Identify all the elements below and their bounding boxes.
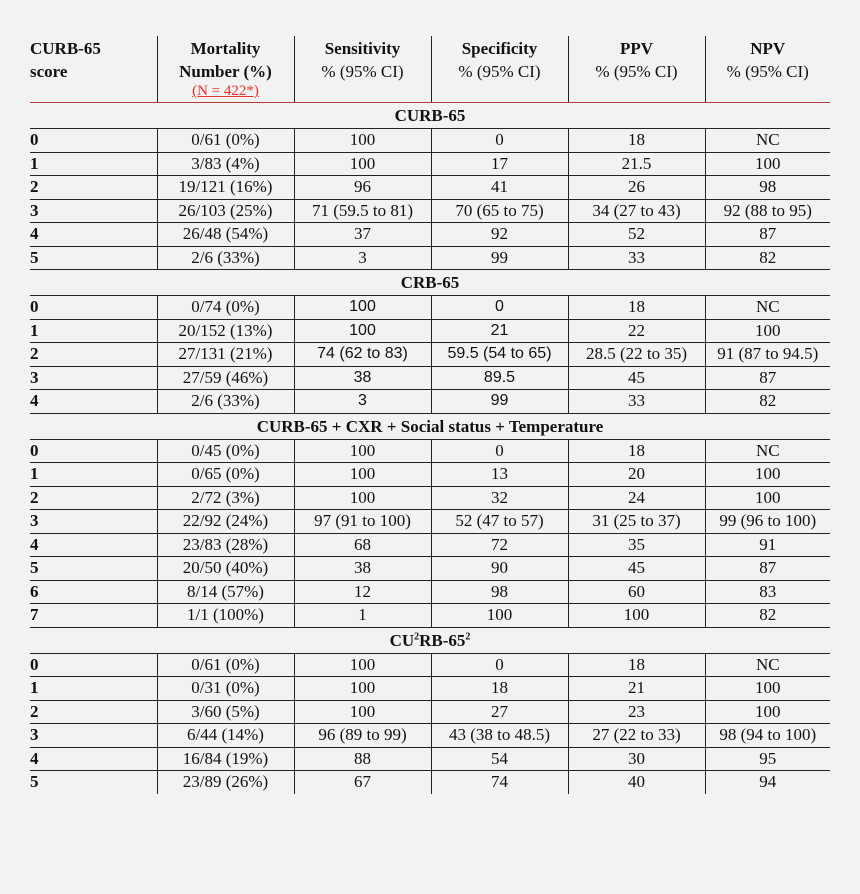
section-header-row [30,270,830,296]
table-cell: 100 [294,439,431,463]
table-cell: 98 [705,176,830,200]
score-cell: 6 [30,580,157,604]
table-cell: 28.5 (22 to 35) [568,343,705,367]
table-cell: 100 [705,677,830,701]
score-cell: 0 [30,439,157,463]
table-cell: 22/92 (24%) [157,510,294,534]
header-mortality [157,36,294,103]
table-cell: 52 (47 to 57) [431,510,568,534]
score-cell: 4 [30,533,157,557]
table-cell: 27 [431,700,568,724]
table-cell: 16/84 (19%) [157,747,294,771]
table-cell: 0 [431,653,568,677]
table-cell: 26/103 (25%) [157,199,294,223]
table-cell: 20/152 (13%) [157,319,294,343]
table-cell: 100 [294,677,431,701]
table-cell: 0/74 (0%) [157,296,294,320]
score-cell: 3 [30,199,157,223]
table-cell: 2/6 (33%) [157,246,294,270]
section-title: CRB-65 [30,270,830,296]
table-cell: 0 [431,129,568,153]
section-title-part: 2 [465,630,471,642]
table-cell: 68 [294,533,431,557]
table-cell: 23/89 (26%) [157,771,294,794]
score-cell: 4 [30,747,157,771]
table-cell: 3 [294,390,431,414]
header-score-title: CURB-65 [30,39,101,58]
score-cell: 0 [30,296,157,320]
table-cell: 21.5 [568,152,705,176]
table-cell: 100 [705,700,830,724]
table-cell: 100 [431,604,568,628]
header-npv-title: NPV [750,39,786,58]
section-header-row [30,413,830,439]
score-cell: 0 [30,129,157,153]
score-cell: 2 [30,176,157,200]
score-cell: 5 [30,557,157,581]
table-cell: 100 [294,653,431,677]
table-cell: 6/44 (14%) [157,724,294,748]
table-cell: 20/50 (40%) [157,557,294,581]
score-cell: 1 [30,677,157,701]
score-cell: 1 [30,319,157,343]
table-cell: 67 [294,771,431,794]
score-cell: 4 [30,390,157,414]
section-header-row [30,627,830,653]
table-row [30,557,830,581]
header-mortality-subtitle: Number (%) [179,62,272,81]
table-row [30,653,830,677]
table-cell: 3/83 (4%) [157,152,294,176]
table-cell: 18 [431,677,568,701]
score-cell: 5 [30,246,157,270]
score-cell: 5 [30,772,39,792]
table-cell: 37 [294,223,431,247]
header-ppv-title: PPV [619,39,654,58]
table-cell: 8/14 (57%) [157,580,294,604]
section-title [30,627,830,653]
table-row [30,176,830,200]
table-row [30,724,830,748]
table-cell: 40 [568,771,705,794]
table-cell: 99 [431,390,568,414]
table-cell: 0/65 (0%) [157,463,294,487]
table-row [30,747,830,771]
table-cell: 0/61 (0%) [157,129,294,153]
header-sensitivity [294,36,431,103]
table-row [30,510,830,534]
table-cell: 100 [294,129,431,153]
table-cell: 100 [294,319,431,343]
table-cell: 17 [431,152,568,176]
table-cell: NC [705,129,830,153]
table-cell: 95 [705,747,830,771]
table-cell: 18 [568,296,705,320]
header-row [30,36,830,103]
table-cell: 27/131 (21%) [157,343,294,367]
table-cell: 24 [568,486,705,510]
table-row [30,439,830,463]
table-cell: 74 (62 to 83) [294,343,431,367]
table-cell: 45 [568,557,705,581]
table-cell: 82 [705,604,830,628]
table-cell: 99 (96 to 100) [705,510,830,534]
header-mortality-n: (N = 422*) [192,83,259,99]
table-row [30,366,830,390]
table-cell: 26/48 (54%) [157,223,294,247]
table-row [30,296,830,320]
table-row [30,463,830,487]
table-row [30,343,830,367]
table-cell: 96 [294,176,431,200]
table-row [30,129,830,153]
table-cell: 99 [431,246,568,270]
table-cell: 97 (91 to 100) [294,510,431,534]
table-cell: 33 [568,246,705,270]
table-cell: 33 [568,390,705,414]
table-cell: 91 [705,533,830,557]
table-row [30,604,830,628]
section-title-part: RB-65 [419,630,466,650]
section-title-part: 2 [414,630,420,642]
score-cell: 2 [30,700,157,724]
table-cell: 27 (22 to 33) [568,724,705,748]
table-row [30,771,830,794]
table-cell: 54 [431,747,568,771]
score-cell: 2 [30,486,157,510]
score-cell: 3 [30,510,157,534]
table-cell: 90 [431,557,568,581]
table-cell: 30 [568,747,705,771]
table-body [30,103,830,794]
table-cell: 43 (38 to 48.5) [431,724,568,748]
score-cell: 7 [30,604,157,628]
table-row [30,223,830,247]
table-cell: 60 [568,580,705,604]
table-cell: 2/72 (3%) [157,486,294,510]
table-cell: 19/121 (16%) [157,176,294,200]
table-cell: 13 [431,463,568,487]
table-row [30,486,830,510]
table-cell: 100 [705,486,830,510]
table-cell: NC [705,653,830,677]
section-title: CURB-65 + CXR + Social status + Temperature [30,413,830,439]
table-cell: 1 [294,604,431,628]
score-cell: 2 [30,343,157,367]
table-row [30,199,830,223]
table-cell: 21 [431,319,568,343]
table-cell: 18 [568,653,705,677]
table-cell: 2/6 (33%) [157,390,294,414]
table-cell: 83 [705,580,830,604]
score-cell: 3 [30,366,157,390]
table-cell: NC [705,296,830,320]
header-specificity-title: Specificity [461,39,538,58]
table-row [30,677,830,701]
table-cell: 32 [431,486,568,510]
table-cell: 23/83 (28%) [157,533,294,557]
score-cell: 1 [30,152,157,176]
section-title: CURB-65 [30,103,830,129]
table-cell: 92 [431,223,568,247]
table-cell: 0/61 (0%) [157,653,294,677]
table-cell: 100 [294,152,431,176]
table-row [30,580,830,604]
header-npv-unit: % (95% CI) [726,62,809,81]
table-cell: 0/45 (0%) [157,439,294,463]
table-cell: 100 [294,296,431,320]
score-cell: 0 [30,653,157,677]
table-cell: 100 [705,463,830,487]
table-cell: 23 [568,700,705,724]
header-specificity [431,36,568,103]
table-cell: 72 [431,533,568,557]
table-cell: 38 [294,366,431,390]
table-cell: 38 [294,557,431,581]
table-cell: 41 [431,176,568,200]
table-cell: 70 (65 to 75) [431,199,568,223]
table-row [30,152,830,176]
table-cell: 0 [431,439,568,463]
table-cell: 82 [705,246,830,270]
table-cell: 52 [568,223,705,247]
table-cell: 35 [568,533,705,557]
table-cell: 0 [431,296,568,320]
table-cell: 59.5 (54 to 65) [431,343,568,367]
table-cell: 18 [568,129,705,153]
table-cell: 94 [705,771,830,794]
table-cell: 91 (87 to 94.5) [705,343,830,367]
header-ppv-unit: % (95% CI) [595,62,678,81]
table-cell: 88 [294,747,431,771]
header-score-subtitle: score [30,62,68,81]
table-cell: NC [705,439,830,463]
table-cell: 100 [568,604,705,628]
table-cell: 45 [568,366,705,390]
table-cell: 27/59 (46%) [157,366,294,390]
table-cell: 98 (94 to 100) [705,724,830,748]
table-cell: 100 [705,152,830,176]
table-cell: 87 [705,223,830,247]
table-cell: 20 [568,463,705,487]
table-cell: 22 [568,319,705,343]
table-row [30,533,830,557]
header-mortality-title: Mortality [190,39,261,58]
header-ppv [568,36,705,103]
table-cell: 3 [294,246,431,270]
table-cell: 98 [431,580,568,604]
table-cell: 100 [294,700,431,724]
table-cell: 96 (89 to 99) [294,724,431,748]
table-row [30,246,830,270]
table-cell: 74 [431,771,568,794]
score-cell: 1 [30,463,157,487]
table-cell: 26 [568,176,705,200]
table-cell: 3/60 (5%) [157,700,294,724]
header-sensitivity-title: Sensitivity [324,39,401,58]
header-specificity-unit: % (95% CI) [458,62,541,81]
table-row [30,390,830,414]
table-cell: 31 (25 to 37) [568,510,705,534]
table-row [30,700,830,724]
table-cell: 18 [568,439,705,463]
table-cell: 71 (59.5 to 81) [294,199,431,223]
table-cell: 82 [705,390,830,414]
header-npv [705,36,830,103]
header-score [30,36,157,103]
table-cell: 34 (27 to 43) [568,199,705,223]
table-cell: 100 [705,319,830,343]
score-cell: 3 [30,724,157,748]
table-cell: 87 [705,557,830,581]
header-sensitivity-unit: % (95% CI) [321,62,404,81]
table-cell: 100 [294,486,431,510]
table-row [30,319,830,343]
table-cell: 21 [568,677,705,701]
table-cell: 87 [705,366,830,390]
table-cell: 0/31 (0%) [157,677,294,701]
section-title-part: CU [389,630,415,650]
curb65-table [30,36,830,794]
score-cell: 4 [30,223,157,247]
table-cell: 89.5 [431,366,568,390]
table-cell: 100 [294,463,431,487]
table-cell: 12 [294,580,431,604]
table-cell: 1/1 (100%) [157,604,294,628]
table-cell: 92 (88 to 95) [705,199,830,223]
section-header-row [30,103,830,129]
